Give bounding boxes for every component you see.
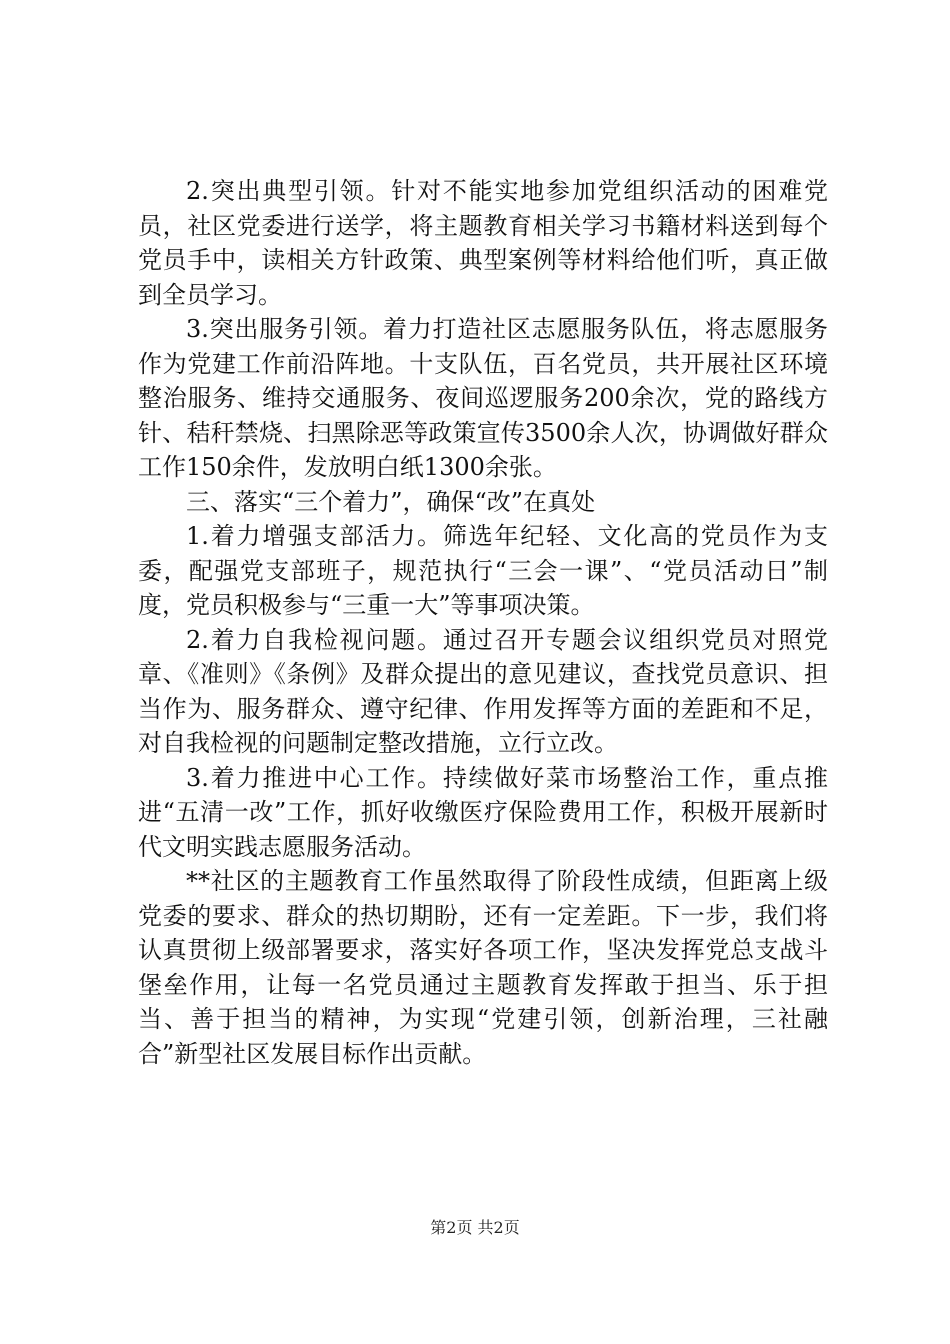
paragraph-branch-vitality: 1.着力增强支部活力。筛选年纪轻、文化高的党员作为支委，配强党支部班子，规范执行“三会一课”、“党员活动日”制度，党员积极参与“三重一大”等事项决策。 bbox=[138, 522, 828, 619]
paragraph-service-guidance: 3.突出服务引领。着力打造社区志愿服务队伍，将志愿服务作为党建工作前沿阵地。十支队伍，百名党员，共开展社区环境整治服务、维持交通服务、夜间巡逻服务200余次，党的路线方针、秸秆禁烧、扫黑除恶等政策宣传3500余人次，协调做好群众工作150余件，发放明白纸1300余张。 bbox=[138, 315, 828, 481]
page-number-footer: 第2页 共2页 bbox=[430, 1218, 520, 1237]
paragraph-central-work: 3.着力推进中心工作。持续做好菜市场整治工作，重点推进“五清一改”工作，抓好收缴医疗保险费用工作，积极开展新时代文明实践志愿服务活动。 bbox=[138, 763, 828, 861]
document-body bbox=[138, 174, 828, 1071]
paragraph-conclusion: **社区的主题教育工作虽然取得了阶段性成绩，但距离上级党委的要求、群众的热切期盼，还有一定差距。下一步，我们将认真贯彻上级部署要求，落实好各项工作，坚决发挥党总支战斗堡垒作用，让每一名党员通过主题教育发挥敢于担当、乐于担当、善于担当的精神，为实现“党建引领，创新治理，三社融合”新型社区发展目标作出贡献。 bbox=[138, 867, 828, 1068]
paragraph-typical-guidance: 2.突出典型引领。针对不能实地参加党组织活动的困难党员，社区党委进行送学，将主题教育相关学习书籍材料送到每个党员手中，读相关方针政策、典型案例等材料给他们听，真正做到全员学习。 bbox=[138, 177, 828, 309]
section-heading-three-efforts: 三、落实“三个着力”，确保“改”在真处 bbox=[186, 487, 596, 516]
paragraph-self-inspection: 2.着力自我检视问题。通过召开专题会议组织党员对照党章、《准则》《条例》及群众提出的意见建议，查找党员意识、担当作为、服务群众、遵守纪律、作用发挥等方面的差距和不足，对自我检视的问题制定整改措施，立行立改。 bbox=[138, 625, 828, 757]
